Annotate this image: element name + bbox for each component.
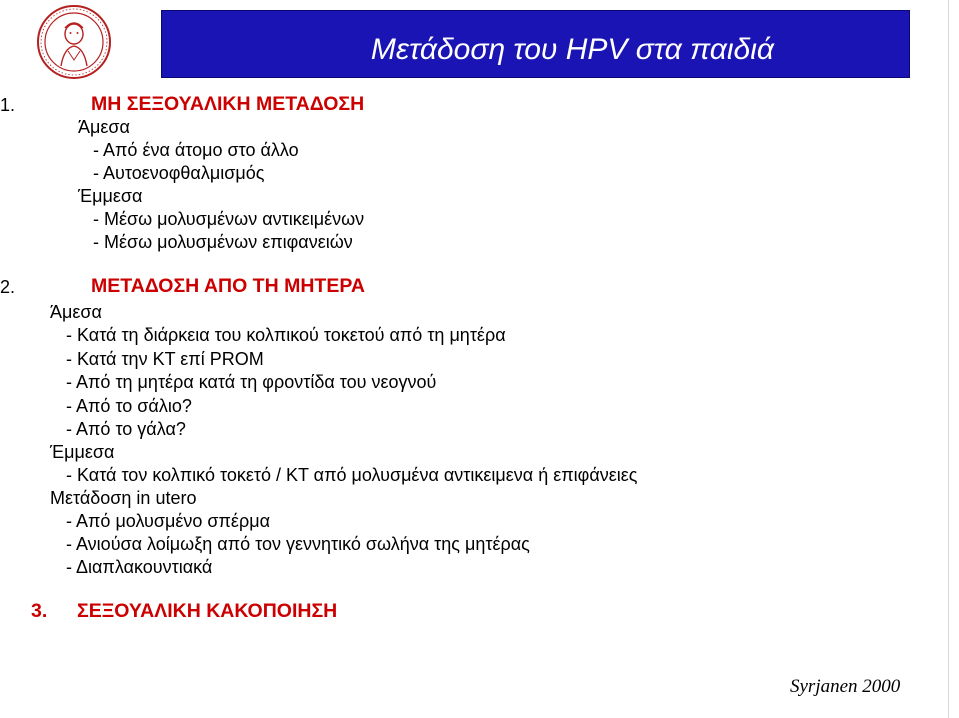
- citation-credit: Syrjanen 2000: [790, 676, 901, 697]
- slide-title: Μετάδοση του HPV στα παιδιά: [370, 33, 774, 66]
- right-edge-divider: [948, 0, 949, 718]
- section-2-line: Άμεσα: [50, 302, 102, 322]
- section-3-heading: ΣΕΞΟΥΑΛΙΚΗ ΚΑΚΟΠΟΙΗΣΗ: [77, 600, 338, 622]
- section-2-line: - Ανιούσα λοίμωξη από τον γεννητικό σωλήνα της μητέρας: [66, 534, 530, 554]
- section-1-heading: ΜΗ ΣΕΞΟΥΑΛΙΚΗ ΜΕΤΑΔΟΣΗ: [91, 93, 365, 115]
- section-1-line: - Μέσω μολυσμένων επιφανειών: [93, 232, 353, 252]
- section-2-heading: ΜΕΤΑΔΟΣΗ ΑΠΟ ΤΗ ΜΗΤΕΡΑ: [91, 275, 365, 297]
- section-2-line: Έμμεσα: [50, 442, 115, 462]
- section-1-line: - Από ένα άτομο στο άλλο: [93, 140, 299, 160]
- section-2-line: - Από μολυσμένο σπέρμα: [66, 511, 270, 531]
- section-2-line: - Κατά τον κολπικό τοκετό / ΚΤ από μολυσμένα αντικειμενα ή επιφάνειες: [66, 465, 638, 485]
- section-3-number: 3.: [31, 600, 48, 622]
- section-2-line: - Κατά τη διάρκεια του κολπικού τοκετού από τη μητέρα: [66, 325, 506, 345]
- section-2-line: - Από τη μητέρα κατά τη φροντίδα του νεογνού: [66, 372, 437, 392]
- section-1-line: Άμεσα: [78, 117, 130, 137]
- university-seal-logo: [36, 4, 112, 80]
- section-2-line: - Διαπλακουντιακά: [66, 557, 213, 577]
- section-2-line: - Κατά την ΚΤ επί PROM: [66, 349, 264, 369]
- section-1-line: Έμμεσα: [78, 186, 143, 206]
- section-2-line: - Από το γάλα?: [66, 419, 186, 439]
- section-1-line: - Μέσω μολυσμένων αντικειμένων: [93, 209, 365, 229]
- title-bar: [161, 10, 910, 78]
- section-1-line: - Αυτοενοφθαλμισμός: [93, 163, 265, 183]
- section-2-line: Μετάδοση in utero: [50, 488, 197, 508]
- section-2-line: - Από το σάλιο?: [66, 396, 192, 416]
- section-2-number: 2.: [0, 277, 16, 297]
- section-1-number: 1.: [0, 95, 16, 115]
